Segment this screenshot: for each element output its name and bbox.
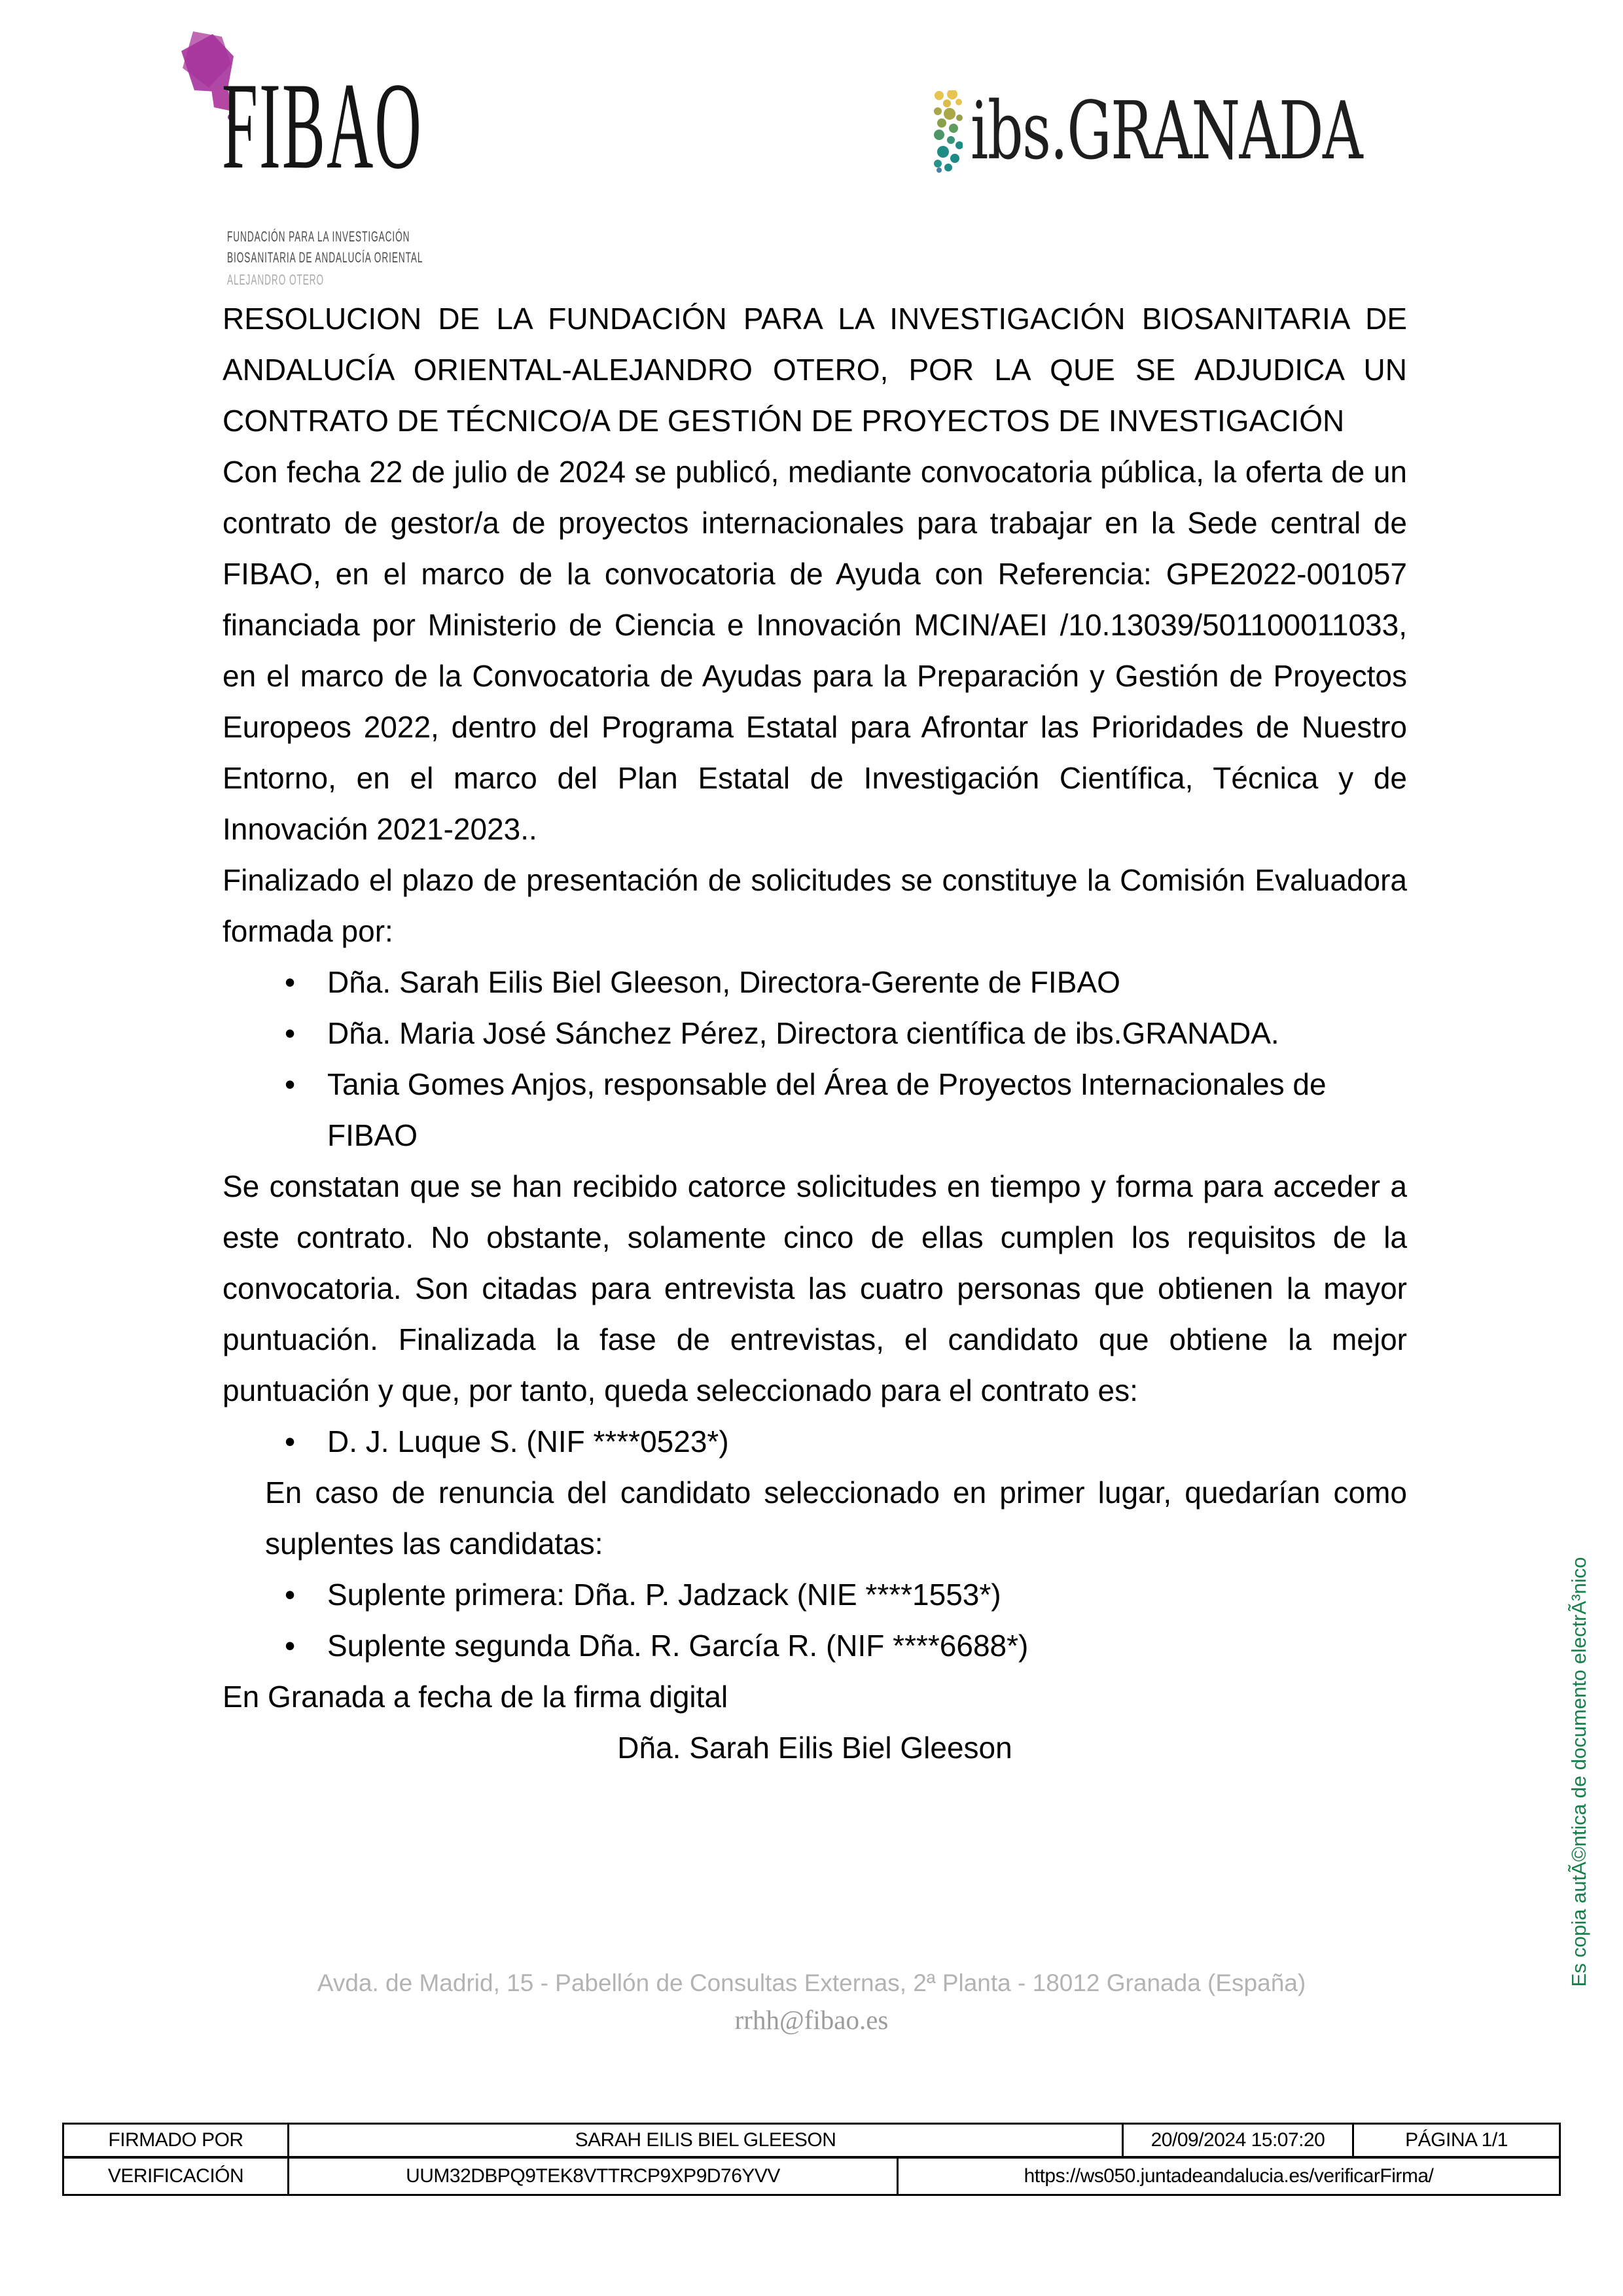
page-indicator: PÁGINA 1/1 [1405,2129,1508,2151]
selected-candidate-list [223,1416,1407,1467]
firmado-por-value: SARAH EILIS BIEL GLEESON [289,2125,1124,2156]
paragraph-committee-intro: Finalizado el plazo de presentación de solicitudes se constituye la Comisión Evaluadora formada por: [223,863,1407,948]
firmado-por-label: FIRMADO POR [64,2125,289,2156]
substitute-candidate: • Suplente segunda Dña. R. García R. (NIF ****6688*) [223,1620,1407,1671]
signature-table [62,2123,1561,2196]
document-body [223,293,1407,1773]
verificacion-label: VERIFICACIÓN [64,2159,289,2194]
committee-member: • Tania Gomes Anjos, responsable del Área de Proyectos Internacionales de FIBAO [223,1059,1407,1161]
ibs-mosaic-icon [933,90,963,173]
paragraph-announcement: Con fecha 22 de julio de 2024 se publicó, mediante convocatoria pública, la oferta de un contrato de gestor/a de proyectos internacionales para trabajar en la Sede central de FIBAO, en el marco de la convocatoria de Ayuda con Referencia: GPE2022-001057 financiada por Ministerio de Ciencia e Innovación MCIN/AEI /10.13039/501100011033, en el marco de la Convocatoria de Ayudas para la Preparación y Gestión de Proyectos Europeos 2022, dentro del Programa Estatal para Afrontar las Prioridades de Nuestro Entorno, en el marco del Plan Estatal de Investigación Científica, Técnica y de Innovación 2021-2023.. [223,455,1407,846]
fibao-logo-subtitle [227,226,423,291]
ibs-granada-logo-text: ibs.GRANADA [971,84,1363,177]
table-row-verificacion [64,2159,1559,2194]
fibao-subtitle-line2: BIOSANITARIA DE ANDALUCÍA ORIENTAL [227,249,423,266]
committee-member: • Dña. Maria José Sánchez Pérez, Directora científica de ibs.GRANADA. [223,1008,1407,1059]
fibao-subtitle-line1: FUNDACIÓN PARA LA INVESTIGACIÓN [227,228,410,245]
substitutes-list [223,1569,1407,1671]
committee-member: • Dña. Sarah Eilis Biel Gleeson, Directora-Gerente de FIBAO [223,957,1407,1008]
table-row-firmado [64,2125,1559,2159]
firmado-datetime: 20/09/2024 15:07:20 [1124,2125,1354,2156]
fibao-logo [175,30,476,292]
verificacion-code: UUM32DBPQ9TEK8VTTRCP9XP9D76YVV [289,2159,899,2194]
substitute-candidate: • Suplente primera: Dña. P. Jadzack (NIE ****1553*) [223,1569,1407,1620]
footer-email: rrhh@fibao.es [734,2005,889,2035]
fibao-subtitle-line3: ALEJANDRO OTERO [227,272,325,288]
verificacion-url: https://ws050.juntadeandalucia.es/verificarFirma/ [1024,2165,1434,2187]
paragraph-substitutes-intro: En caso de renuncia del candidato seleccionado en primer lugar, quedarían como suplentes las candidatas: [265,1475,1407,1561]
paragraph-selection: Se constatan que se han recibido catorce solicitudes en tiempo y forma para acceder a este contrato. No obstante, solamente cinco de ellas cumplen los requisitos de la convocatoria. Son citadas para entrevista las cuatro personas que obtienen la mayor puntuación. Finalizada la fase de entrevistas, el candidato que obtiene la mejor puntuación y que, por tanto, queda seleccionado para el contrato es: [223,1169,1407,1407]
footer-address: Avda. de Madrid, 15 - Pabellón de Consultas Externas, 2ª Planta - 18012 Granada (España) [317,1969,1306,1996]
ibs-granada-logo [933,84,1363,177]
electronic-copy-note: Es copia autÃ©ntica de documento electrÃ³nico [1567,1557,1590,1987]
committee-list [223,957,1407,1161]
signature-name: Dña. Sarah Eilis Biel Gleeson [617,1731,1012,1765]
fibao-logo-text: FIBAO [222,58,423,195]
document-title: RESOLUCION DE LA FUNDACIÓN PARA LA INVESTIGACIÓN BIOSANITARIA DE ANDALUCÍA ORIENTAL-ALEJANDRO OTERO, POR LA QUE SE ADJUDICA UN CONTRATO DE TÉCNICO/A DE GESTIÓN DE PROYECTOS DE INVESTIGACIÓN [223,302,1407,438]
paragraph-place-date: En Granada a fecha de la firma digital [223,1680,728,1714]
selected-candidate: • D. J. Luque S. (NIF ****0523*) [223,1416,1407,1467]
